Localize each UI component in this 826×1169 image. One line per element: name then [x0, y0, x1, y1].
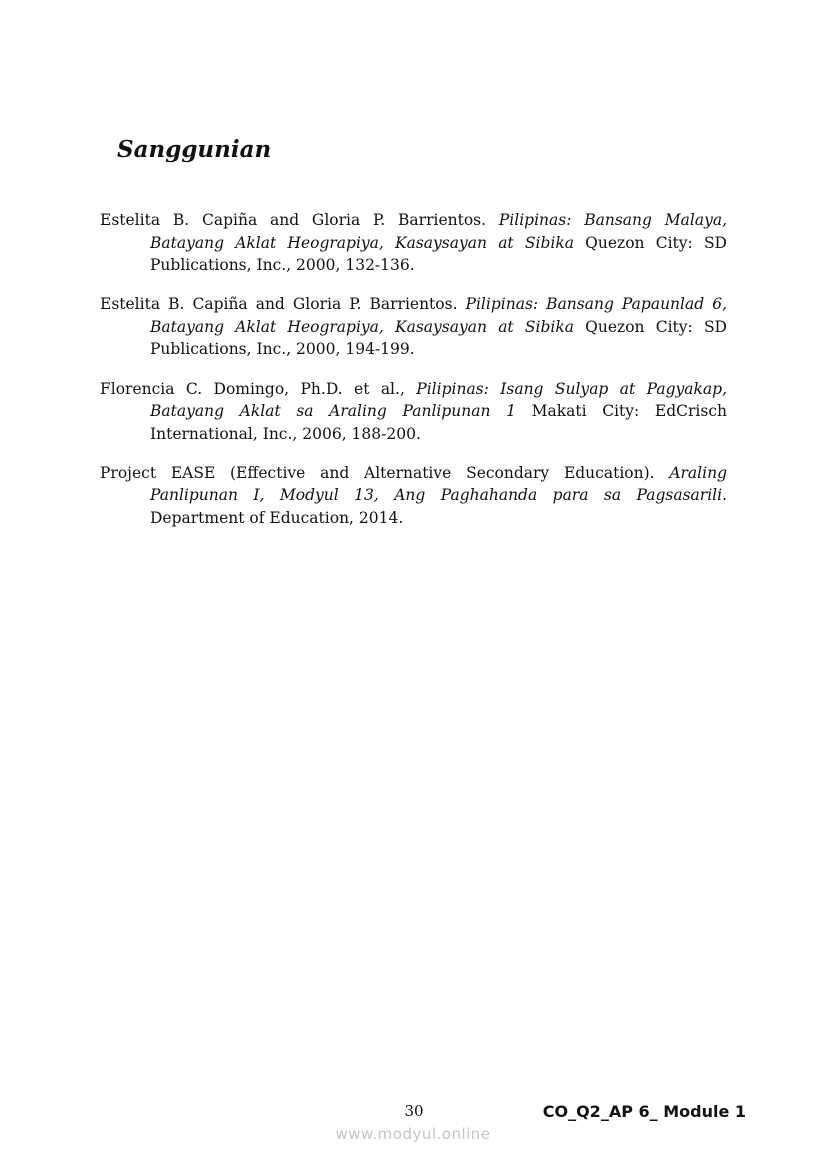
reference-item: [100, 462, 727, 530]
page-number: 30: [404, 1102, 424, 1120]
reference-title: Pilipinas: Bansang Papaunlad 6, Batayang Aklat Heograpiya, Kasaysayan at Sibika: [150, 295, 727, 336]
reference-authors: Florencia C. Domingo, Ph.D. et al.,: [100, 379, 417, 398]
reference-publication: Quezon City: SD Publications, Inc., 2000, 132-136.: [150, 233, 727, 275]
reference-publication: Quezon City: SD Publications, Inc., 2000, 194-199.: [150, 317, 727, 359]
page-title: Sanggunian: [117, 136, 272, 163]
reference-authors: Estelita B. Capiña and Gloria P. Barrientos.: [100, 295, 466, 314]
reference-authors: Project EASE (Effective and Alternative Secondary Education).: [100, 463, 670, 482]
reference-title: Pilipinas: Bansang Malaya, Batayang Aklat Heograpiya, Kasaysayan at Sibika: [150, 211, 727, 252]
reference-publication: Makati City: EdCrisch International, Inc., 2006, 188-200.: [150, 402, 727, 443]
module-code: CO_Q2_AP 6_ Module 1: [542, 1102, 746, 1121]
reference-item: [100, 209, 727, 277]
watermark: www.modyul.online: [335, 1125, 491, 1143]
reference-item: [100, 378, 727, 446]
reference-title: Araling Panlipunan I, Modyul 13, Ang Paghahanda para sa Pagsasarili.: [150, 463, 727, 505]
reference-title: Pilipinas: Isang Sulyap at Pagyakap, Batayang Aklat sa Araling Panlipunan 1: [150, 379, 727, 421]
reference-list: [100, 209, 727, 546]
reference-publication: Department of Education, 2014.: [150, 509, 404, 528]
reference-item: [100, 293, 727, 361]
reference-authors: Estelita B. Capiña and Gloria P. Barrientos.: [100, 211, 499, 229]
